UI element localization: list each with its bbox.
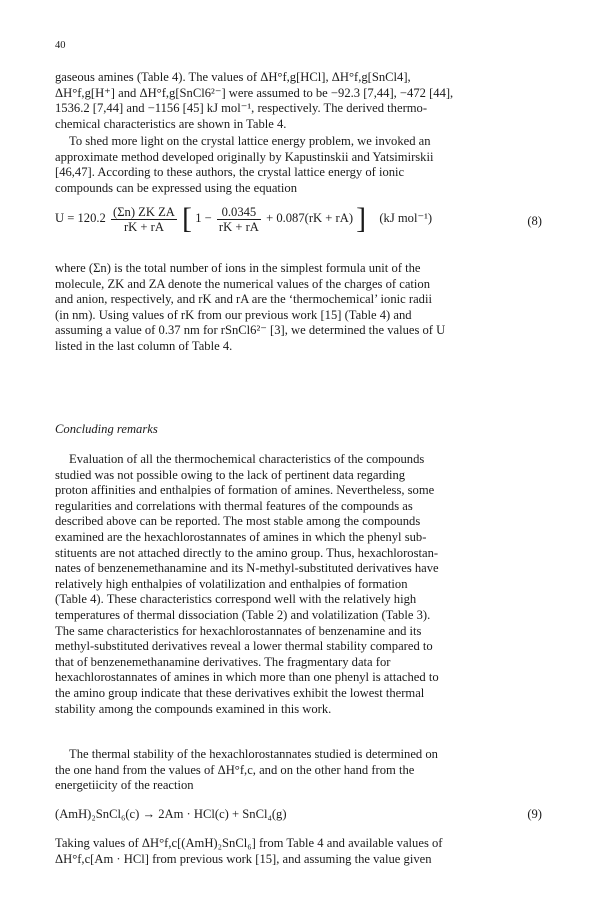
equation-fraction-1	[111, 205, 177, 234]
text-line: and anion, respectively, and rK and rA are the ‘thermochemical’ ionic radii	[55, 292, 432, 307]
fraction-denominator: rK + rA	[218, 219, 259, 234]
section-heading: Concluding remarks	[55, 422, 158, 436]
equation-lhs: U = 120.2	[55, 210, 106, 225]
text-line: The thermal stability of the hexachlorostannates studied is determined on	[69, 747, 438, 761]
equation-number: (8)	[527, 214, 542, 228]
text-line: ΔH°f,g[H⁺] and ΔH°f,g[SnCl6²⁻] were assumed to be −92.3 [7,44], −472 [44],	[55, 85, 454, 100]
reaction-9	[55, 807, 542, 822]
text-line: where (Σn) is the total number of ions in the simplest formula unit of the	[55, 261, 421, 275]
text-line: the amino group indicate that these derivatives exhibit the lowest thermal	[55, 685, 425, 700]
text-line: gaseous amines (Table 4). The values of ΔH°f,g[HCl], ΔH°f,g[SnCl4],	[55, 70, 411, 84]
text-line: compounds can be expressed using the equation	[55, 180, 298, 195]
text-line: approximate method developed originally by Kapustinskii and Yatsimirskii	[55, 149, 434, 164]
equation-units: (kJ mol⁻¹)	[379, 210, 433, 225]
right-bracket: ]	[356, 202, 367, 235]
paragraph-where	[55, 261, 542, 355]
text-line: examined are the hexachlorostannates of amines in which the phenyl sub-	[55, 529, 427, 544]
fraction-numerator: (Σn) ZK ZA	[113, 204, 175, 219]
left-bracket: [	[182, 202, 193, 235]
paragraph-lattice-energy	[55, 134, 542, 196]
equation-number: (9)	[527, 807, 542, 821]
text-line: molecule, ZK and ZA denote the numerical values of the charges of cation	[55, 276, 430, 291]
text-line: stability among the compounds examined in this work.	[55, 701, 332, 716]
text-line: 1536.2 [7,44] and −1156 [45] kJ mol⁻¹, respectively. The derived thermo-	[55, 101, 428, 116]
text-line: Evaluation of all the thermochemical characteristics of the compounds	[69, 452, 425, 466]
reaction-equation: (AmH)₂SnCl₆(c) → 2Am · HCl(c) + SnCl₄(g)	[55, 807, 287, 821]
equation-one-minus: 1 −	[195, 210, 212, 225]
text-line: listed in the last column of Table 4.	[55, 338, 233, 353]
text-line: proton affinities and enthalpies of formation of amines. Nevertheless, some	[55, 483, 435, 498]
text-line: relatively high enthalpies of volatilization and enthalpies of formation	[55, 576, 408, 591]
text-line: methyl-substituted derivatives reveal a lower thermal stability compared to	[55, 639, 433, 654]
equation-plus-term: + 0.087(rK + rA)	[266, 210, 354, 225]
text-line: energetiicity of the reaction	[55, 778, 194, 793]
text-line: stituents are not attached directly to the amino group. Thus, hexachlorostan-	[55, 545, 439, 560]
text-line: To shed more light on the crystal lattice energy problem, we invoked an	[69, 134, 431, 148]
text-line: the one hand from the values of ΔH°f,c, and on the other hand from the	[55, 762, 415, 777]
text-line: hexachlorostannates of amines in which more than one phenyl is attached to	[55, 670, 439, 685]
text-line: described above can be reported. The most stable among the compounds	[55, 514, 421, 529]
text-line: Taking values of ΔH°f,c[(AmH)₂SnCl₆] from Table 4 and available values of	[55, 836, 443, 850]
text-line: (Table 4). These characteristics correspond well with the relatively high	[55, 592, 417, 607]
text-line: chemical characteristics are shown in Table 4.	[55, 116, 287, 131]
text-line: nates of benzenemethanamine and its N-methyl-substituted derivatives have	[55, 561, 439, 576]
text-line: regularities and correlations with thermal features of the compounds as	[55, 498, 413, 513]
text-line: assuming a value of 0.37 nm for rSnCl6²⁻ [3], we determined the values of U	[55, 323, 446, 338]
text-line: studied was not possible owing to the lack of pertinent data regarding	[55, 467, 406, 482]
paragraph-thermal-stability	[55, 747, 542, 794]
fraction-denominator: rK + rA	[123, 219, 164, 234]
paragraph-taking-values	[55, 836, 542, 867]
page-number: 40	[55, 40, 66, 51]
equation-fraction-2	[217, 205, 261, 234]
text-line: (in nm). Using values of rK from our previous work [15] (Table 4) and	[55, 307, 412, 322]
equation-8	[55, 204, 542, 234]
text-line: temperatures of thermal dissociation (Table 2) and volatilization (Table 3).	[55, 607, 431, 622]
text-line: ΔH°f,c[Am · HCl] from previous work [15], and assuming the value given	[55, 851, 432, 866]
paragraph-evaluation	[55, 452, 542, 717]
text-line: that of benzenemethanamine derivatives. The fragmentary data for	[55, 654, 391, 669]
text-line: [46,47]. According to these authors, the crystal lattice energy of ionic	[55, 165, 405, 180]
paragraph-thermochemical-values	[55, 70, 542, 132]
fraction-numerator: 0.0345	[217, 205, 261, 220]
text-line: The same characteristics for hexachlorostannates of benzenamine and its	[55, 623, 422, 638]
